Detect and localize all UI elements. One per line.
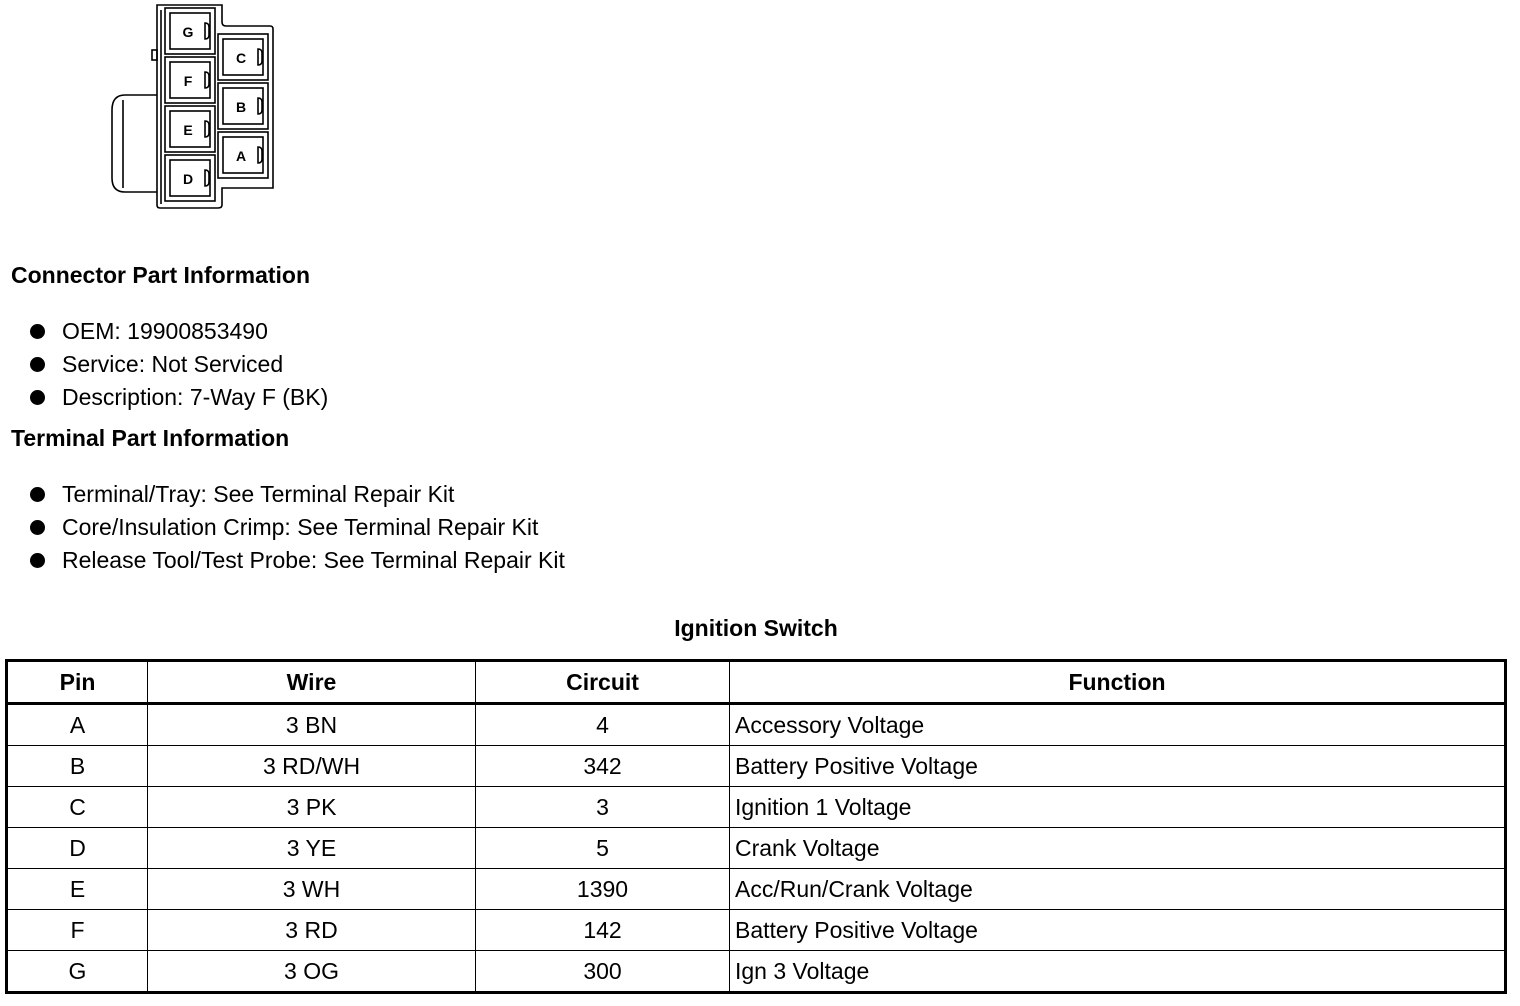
cell-circuit: 5 xyxy=(476,828,730,869)
terminal-part-info-heading: Terminal Part Information xyxy=(11,425,290,451)
cell-wire: 3 WH xyxy=(148,869,476,910)
connector-part-info-heading: Connector Part Information xyxy=(11,262,311,288)
cell-function: Battery Positive Voltage xyxy=(730,746,1506,787)
table-row xyxy=(7,828,1506,869)
column-header-function: Function xyxy=(730,661,1506,704)
cell-function: Crank Voltage xyxy=(730,828,1506,869)
cell-wire: 3 PK xyxy=(148,787,476,828)
cell-circuit: 1390 xyxy=(476,869,730,910)
pin-label: A xyxy=(235,148,247,164)
cell-pin: D xyxy=(7,828,148,869)
pin-label: B xyxy=(235,99,247,115)
table-header-row xyxy=(7,661,1506,704)
cell-circuit: 3 xyxy=(476,787,730,828)
pin-label: C xyxy=(235,50,247,66)
table-row xyxy=(7,951,1506,993)
pinout-table xyxy=(5,659,1507,994)
connector-cavity xyxy=(165,57,215,103)
connector-part-info-list xyxy=(28,315,328,414)
cell-wire: 3 RD xyxy=(148,910,476,951)
cell-function: Ign 3 Voltage xyxy=(730,951,1506,993)
pin-label: D xyxy=(182,171,194,187)
cell-wire: 3 OG xyxy=(148,951,476,993)
cell-wire: 3 RD/WH xyxy=(148,746,476,787)
table-row xyxy=(7,704,1506,746)
terminal-part-info-list xyxy=(28,478,565,577)
cell-wire: 3 YE xyxy=(148,828,476,869)
cell-pin: E xyxy=(7,869,148,910)
cell-pin: F xyxy=(7,910,148,951)
cell-wire: 3 BN xyxy=(148,704,476,746)
cell-pin: C xyxy=(7,787,148,828)
cell-pin: B xyxy=(7,746,148,787)
list-item: Terminal/Tray: See Terminal Repair Kit xyxy=(28,478,565,511)
cell-circuit: 342 xyxy=(476,746,730,787)
connector-cavity xyxy=(218,34,268,80)
table-row xyxy=(7,910,1506,951)
connector-latch xyxy=(112,95,157,192)
connector-key xyxy=(152,50,157,60)
cell-function: Battery Positive Voltage xyxy=(730,910,1506,951)
list-item: Service: Not Serviced xyxy=(28,348,328,381)
list-item: OEM: 19900853490 xyxy=(28,315,328,348)
cell-circuit: 142 xyxy=(476,910,730,951)
pin-label: G xyxy=(182,24,194,40)
table-row xyxy=(7,746,1506,787)
connector-cavity xyxy=(218,83,268,129)
table-title: Ignition Switch xyxy=(674,615,838,641)
column-header-circuit: Circuit xyxy=(476,661,730,704)
list-item: Core/Insulation Crimp: See Terminal Repair Kit xyxy=(28,511,565,544)
connector-cavity xyxy=(218,132,268,178)
cell-function: Ignition 1 Voltage xyxy=(730,787,1506,828)
table-row xyxy=(7,869,1506,910)
table-row xyxy=(7,787,1506,828)
pin-label: E xyxy=(183,122,193,138)
connector-cavity xyxy=(165,155,215,201)
connector-cavity xyxy=(165,8,215,54)
cell-function: Acc/Run/Crank Voltage xyxy=(730,869,1506,910)
connector-face-diagram xyxy=(100,0,280,215)
pin-label: F xyxy=(183,73,193,89)
cell-circuit: 4 xyxy=(476,704,730,746)
cell-pin: G xyxy=(7,951,148,993)
cell-circuit: 300 xyxy=(476,951,730,993)
connector-cavity xyxy=(165,106,215,152)
cell-function: Accessory Voltage xyxy=(730,704,1506,746)
column-header-wire: Wire xyxy=(148,661,476,704)
cell-pin: A xyxy=(7,704,148,746)
list-item: Release Tool/Test Probe: See Terminal Repair Kit xyxy=(28,544,565,577)
list-item: Description: 7-Way F (BK) xyxy=(28,381,328,414)
column-header-pin: Pin xyxy=(7,661,148,704)
